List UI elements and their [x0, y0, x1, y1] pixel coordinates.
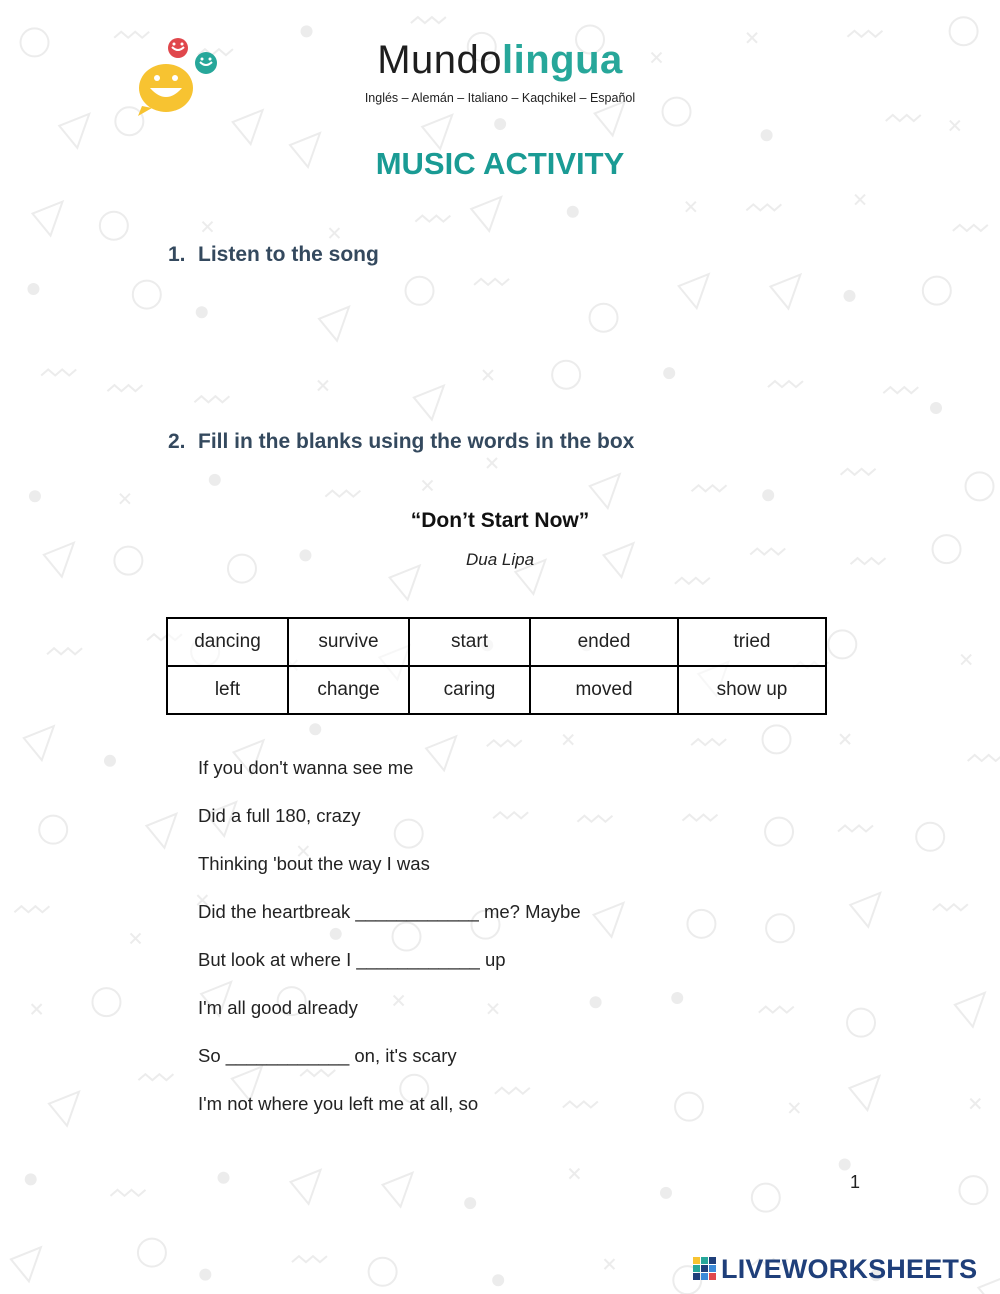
pattern-shape	[849, 1076, 879, 1110]
pattern-shape	[318, 381, 328, 391]
pattern-shape	[483, 370, 493, 380]
pattern-shape	[488, 1004, 498, 1014]
word-box-cell: ended	[530, 618, 678, 666]
pattern-shape	[590, 996, 602, 1008]
pattern-shape	[196, 306, 208, 318]
pattern-shape	[471, 197, 501, 231]
pattern-shape	[950, 121, 960, 131]
pattern-shape	[383, 1173, 413, 1207]
pattern-shape	[203, 222, 213, 232]
pattern-shape	[406, 277, 434, 305]
pattern-shape	[393, 923, 421, 951]
pattern-shape	[464, 1197, 476, 1209]
pattern-shape	[595, 101, 625, 135]
step-listen	[168, 243, 379, 267]
pattern-shape	[487, 740, 522, 746]
pattern-shape	[474, 279, 509, 285]
pattern-shape	[959, 1176, 987, 1204]
pattern-shape	[970, 1099, 980, 1109]
pattern-shape	[762, 489, 774, 501]
pattern-shape	[692, 485, 727, 491]
word-box-cell: dancing	[167, 618, 288, 666]
pattern-shape	[675, 1093, 703, 1121]
step-text: Fill in the blanks using the words in the box	[198, 430, 635, 453]
pattern-shape	[594, 903, 624, 937]
word-box	[166, 617, 827, 715]
pattern-shape	[604, 1259, 614, 1269]
pattern-shape	[120, 494, 130, 504]
pattern-shape	[746, 204, 781, 210]
pattern-shape	[660, 1187, 672, 1199]
pattern-shape	[395, 820, 423, 848]
pattern-shape	[47, 648, 82, 654]
pattern-shape	[765, 818, 793, 846]
pattern-shape	[487, 458, 497, 468]
pattern-shape	[847, 31, 882, 37]
song-title: “Don’t Start Now”	[410, 509, 590, 532]
pattern-shape	[41, 369, 76, 375]
pattern-shape	[104, 755, 116, 767]
pattern-shape	[25, 1173, 37, 1185]
pattern-shape	[675, 578, 710, 584]
pattern-shape	[752, 1184, 780, 1212]
lyric-line: Did a full 180, crazy	[198, 805, 361, 826]
pattern-shape	[111, 1190, 146, 1196]
pattern-shape	[691, 739, 726, 745]
pattern-shape	[978, 1276, 1000, 1294]
pattern-shape	[39, 816, 67, 844]
pattern-shape	[495, 1088, 530, 1094]
word-box-cell: show up	[678, 666, 826, 714]
pattern-shape	[32, 1004, 42, 1014]
lyric-line: I'm not where you left me at all, so	[198, 1093, 479, 1114]
pattern-shape	[567, 206, 579, 218]
word-box-row	[167, 666, 826, 714]
pattern-shape	[33, 202, 63, 236]
pattern-shape	[847, 1009, 875, 1037]
word-box-cell: tried	[678, 618, 826, 666]
pattern-shape	[414, 386, 444, 420]
step-number: 2.	[168, 430, 186, 453]
pattern-shape	[59, 114, 89, 148]
liveworksheets-brand: LIVEWORKSHEETS	[721, 1253, 978, 1284]
pattern-shape	[394, 995, 404, 1005]
pattern-shape	[930, 402, 942, 414]
pattern-shape	[27, 283, 39, 295]
pattern-shape	[194, 396, 229, 402]
pattern-shape	[569, 1169, 579, 1179]
pattern-shape	[292, 1256, 327, 1262]
pattern-shape	[233, 110, 263, 144]
pattern-shape	[369, 1258, 397, 1286]
pattern-shape	[100, 212, 128, 240]
lyric-line-with-blank[interactable]: So ____________ on, it's scary	[198, 1045, 457, 1066]
pattern-shape	[844, 290, 856, 302]
pattern-shape	[679, 274, 709, 308]
word-box-cell: survive	[288, 618, 409, 666]
pattern-shape	[199, 1269, 211, 1281]
pattern-shape	[850, 893, 880, 927]
pattern-shape	[883, 387, 918, 393]
pattern-shape	[761, 129, 773, 141]
pattern-shape	[107, 385, 142, 391]
pattern-shape	[14, 906, 49, 912]
pattern-shape	[492, 1274, 504, 1286]
word-box-cell: caring	[409, 666, 530, 714]
pattern-shape	[300, 1070, 335, 1076]
page-title: MUSIC ACTIVITY	[375, 146, 625, 181]
pattern-shape	[133, 281, 161, 309]
step-text: Listen to the song	[198, 243, 379, 266]
pattern-shape	[886, 115, 921, 121]
pattern-shape	[563, 735, 573, 745]
pattern-shape	[840, 734, 850, 744]
lyric-line-with-blank[interactable]: But look at where I ____________ up	[198, 949, 506, 970]
pattern-shape	[29, 490, 41, 502]
word-box-cell: change	[288, 666, 409, 714]
pattern-shape	[590, 474, 620, 508]
pattern-shape	[933, 904, 968, 910]
languages-list: Inglés – Alemán – Italiano – Kaqchikel – Español	[364, 91, 636, 105]
pattern-shape	[966, 472, 994, 500]
pattern-shape	[768, 381, 803, 387]
pattern-shape	[218, 1172, 230, 1184]
pattern-shape	[759, 1007, 794, 1013]
pattern-shape	[577, 816, 612, 822]
pattern-shape	[763, 725, 791, 753]
pattern-shape	[766, 914, 794, 942]
song-artist: Dua Lipa	[465, 550, 535, 569]
pattern-shape	[671, 992, 683, 1004]
pattern-shape	[838, 825, 873, 831]
pattern-shape	[329, 228, 339, 238]
pattern-shape	[92, 988, 120, 1016]
pattern-shape	[493, 812, 528, 818]
pattern-shape	[422, 480, 432, 490]
pattern-shape	[209, 474, 221, 486]
pattern-shape	[146, 814, 176, 848]
pattern-shape	[686, 202, 696, 212]
pattern-shape	[955, 993, 985, 1027]
pattern-shape	[682, 815, 717, 821]
pattern-shape	[415, 216, 450, 222]
pattern-shape	[301, 25, 313, 37]
pattern-shape	[390, 566, 420, 600]
pattern-shape	[968, 755, 1000, 761]
step-number: 1.	[168, 243, 186, 266]
brand-name-part2: lingua	[502, 38, 623, 82]
pattern-shape	[789, 1103, 799, 1113]
pattern-shape	[24, 726, 54, 760]
pattern-shape	[916, 823, 944, 851]
pattern-shape	[330, 928, 342, 940]
pattern-shape	[138, 1074, 173, 1080]
pattern-shape	[663, 367, 675, 379]
lyric-line: If you don't wanna see me	[198, 757, 414, 778]
pattern-shape	[923, 277, 951, 305]
pattern-shape	[131, 933, 141, 943]
word-box-cell: moved	[530, 666, 678, 714]
page-number: 1	[850, 1172, 861, 1192]
lyric-line: I'm all good already	[198, 997, 358, 1018]
pattern-shape	[841, 469, 876, 475]
pattern-shape	[687, 910, 715, 938]
pattern-shape	[839, 1159, 851, 1171]
pattern-shape	[11, 1247, 41, 1281]
word-box-cell: left	[167, 666, 288, 714]
brand-name	[0, 38, 1000, 83]
word-box-cell: start	[409, 618, 530, 666]
pattern-shape	[291, 1170, 321, 1204]
brand-name-part1: Mundo	[377, 38, 503, 82]
pattern-shape	[325, 491, 360, 497]
pattern-shape	[309, 723, 321, 735]
lyric-line-with-blank[interactable]: Did the heartbreak ____________ me? Maybe	[198, 901, 581, 922]
pattern-shape	[494, 118, 506, 130]
step-fill-blanks	[168, 430, 634, 454]
pattern-shape	[563, 1101, 598, 1107]
pattern-shape	[770, 275, 800, 309]
pattern-shape	[49, 1092, 79, 1126]
pattern-shape	[590, 304, 618, 332]
pattern-shape	[422, 115, 452, 149]
pattern-shape	[552, 361, 580, 389]
pattern-shape	[953, 225, 988, 231]
pattern-shape	[138, 1239, 166, 1267]
pattern-shape	[319, 307, 349, 341]
liveworksheets-logo-icon	[693, 1257, 717, 1281]
liveworksheets-logo[interactable]	[693, 1253, 977, 1285]
lyric-line: Thinking 'bout the way I was	[198, 853, 430, 874]
pattern-shape	[855, 195, 865, 205]
word-box-row	[167, 618, 826, 666]
pattern-shape	[828, 630, 856, 658]
pattern-shape	[961, 655, 971, 665]
pattern-shape	[426, 736, 456, 770]
pattern-shape	[411, 17, 446, 23]
